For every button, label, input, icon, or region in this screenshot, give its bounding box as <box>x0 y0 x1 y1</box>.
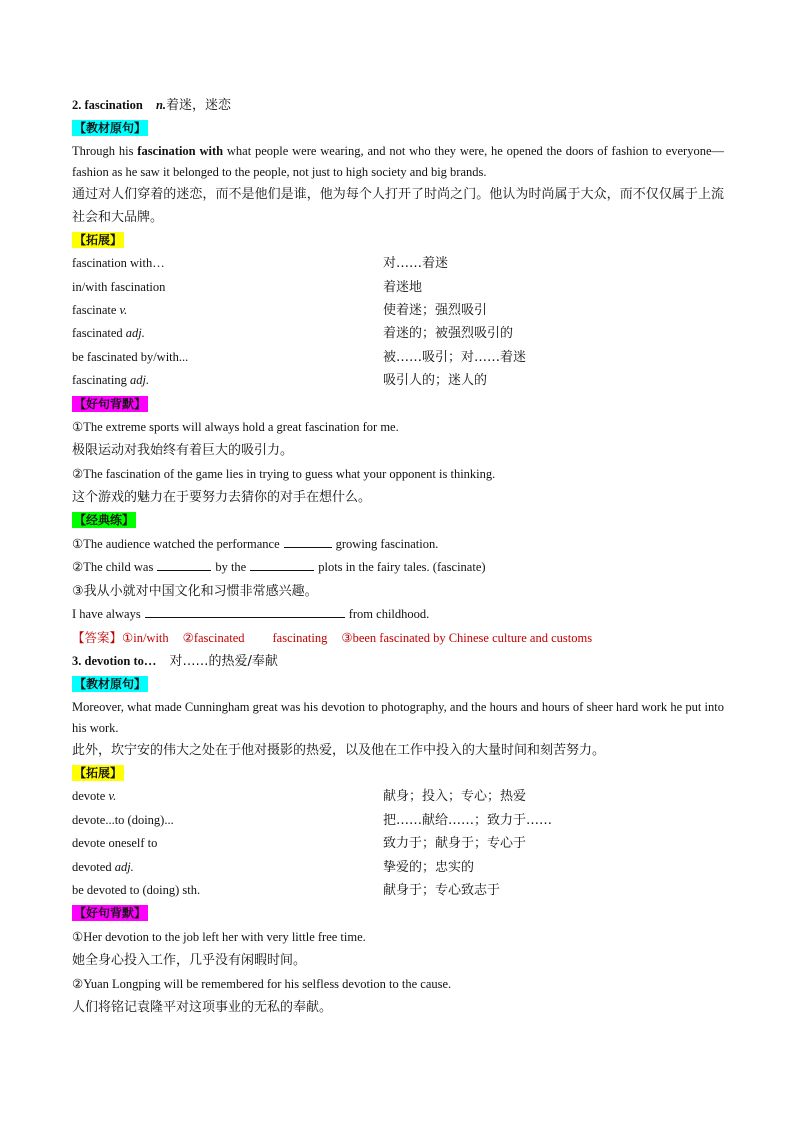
expand-row <box>72 299 724 322</box>
expand-term: devote...to (doing)... <box>72 812 174 827</box>
headword: fascination <box>84 98 143 112</box>
expand-term: devote v. <box>72 789 117 804</box>
expand-row <box>72 832 724 855</box>
expand-row <box>72 369 724 392</box>
tag-practice: 【经典练】 <box>74 513 135 528</box>
good-sentence-1-zh: 极限运动对我始终有着巨大的吸引力。 <box>72 443 294 459</box>
answer-blank[interactable] <box>157 556 211 571</box>
practice-3-zh: ③我从小就对中国文化和习惯非常感兴趣。 <box>72 583 318 599</box>
expand-row <box>72 879 724 902</box>
good-sentence-1-en: ①Her devotion to the job left her with very little free time. <box>72 929 366 944</box>
expand-row <box>72 346 724 369</box>
answer-blank[interactable] <box>145 603 345 618</box>
expand-meaning: 挚爱的；忠实的 <box>383 859 475 875</box>
tag-expand: 【拓展】 <box>74 765 123 780</box>
section-heading-devotion: 3. devotion to… 对……的热爱/奉献 <box>72 653 278 669</box>
tag-expand: 【拓展】 <box>74 232 123 247</box>
expand-meaning: 献身于；专心致志于 <box>383 882 501 898</box>
expand-meaning: 吸引人的；迷人的 <box>383 373 488 389</box>
expand-row <box>72 785 724 808</box>
good-sentence-2-en: ②The fascination of the game lies in trying to guess what your opponent is thinking. <box>72 466 496 481</box>
good-sentence-1-en: ①The extreme sports will always hold a great fascination for me. <box>72 419 399 434</box>
document-page <box>72 94 724 1019</box>
expand-meaning: 对……着迷 <box>383 256 449 272</box>
part-of-speech: n. <box>155 98 167 112</box>
section-heading-fascination <box>72 94 724 117</box>
original-sentence-zh: 通过对人们穿着的迷恋，而不是他们是谁，他为每个人打开了时尚之门。他认为时尚属于大众，而不仅仅属于上流社会和大品牌。 <box>72 186 724 225</box>
expand-term: fascinate v. <box>72 302 128 317</box>
headword: devotion to… <box>84 653 157 668</box>
expand-row <box>72 809 724 832</box>
expand-term: fascination with… <box>72 256 165 271</box>
expand-list <box>72 252 724 392</box>
expand-list <box>72 785 724 902</box>
good-sentence-2-zh: 人们将铭记袁隆平对这项事业的无私的奉献。 <box>72 999 333 1015</box>
tag-good-sentences: 【好句背默】 <box>74 396 147 411</box>
original-sentence-en: Through his fascination with what people were wearing, and not who they were, he opened the doors of fashion to everyone—fashion as he saw it belonged to the people, not just to high society and big brands. <box>72 143 724 179</box>
expand-row <box>72 276 724 299</box>
expand-meaning: 使着迷；强烈吸引 <box>383 302 488 318</box>
expand-meaning: 被……吸引；对……着迷 <box>383 349 527 365</box>
good-sentence-2-zh: 这个游戏的魅力在于要努力去猜你的对手在想什么。 <box>72 490 372 506</box>
answer-blank[interactable] <box>250 556 314 571</box>
expand-row <box>72 252 724 275</box>
expand-term: devote oneself to <box>72 836 158 851</box>
expand-term: in/with fascination <box>72 279 166 294</box>
expand-term: be fascinated by/with... <box>72 349 189 364</box>
good-sentence-1-zh: 她全身心投入工作，几乎没有闲暇时间。 <box>72 953 307 969</box>
expand-meaning: 着迷的；被强烈吸引的 <box>383 326 514 342</box>
section-number: 2. <box>72 98 82 112</box>
original-sentence-en: Moreover, what made Cunningham great was his devotion to photography, and the hours and hours of sheer hard work he put into his work. <box>72 699 724 735</box>
expand-meaning: 致力于；献身于；专心于 <box>383 836 527 852</box>
expand-row <box>72 856 724 879</box>
answer-blank[interactable] <box>284 533 332 548</box>
expand-term: fascinated adj. <box>72 326 145 341</box>
headword-meaning: 对……的热爱/奉献 <box>169 653 278 669</box>
headword-meaning: 着迷，迷恋 <box>166 98 232 113</box>
tag-original-sentence: 【教材原句】 <box>74 677 147 692</box>
expand-row <box>72 322 724 345</box>
tag-good-sentences: 【好句背默】 <box>74 906 147 921</box>
good-sentence-2-en: ②Yuan Longping will be remembered for his selfless devotion to the cause. <box>72 976 452 991</box>
original-sentence-zh: 此外，坎宁安的伟大之处在于他对摄影的热爱，以及他在工作中投入的大量时间和刻苦努力。 <box>72 742 606 758</box>
expand-meaning: 着迷地 <box>383 279 423 295</box>
answer-key: 【答案】①in/with ②fascinated fascinating ③been fascinated by Chinese culture and customs <box>72 630 593 646</box>
expand-term: fascinating adj. <box>72 373 150 388</box>
expand-term: devoted adj. <box>72 859 134 874</box>
tag-original-sentence: 【教材原句】 <box>74 121 147 136</box>
practice-3-en: I have always from childhood. <box>72 603 724 626</box>
expand-meaning: 献身；投入；专心；热爱 <box>383 789 527 805</box>
practice-2: ②The child was by the plots in the fairy tales. (fascinate) <box>72 556 724 579</box>
practice-1: ①The audience watched the performance growing fascination. <box>72 533 724 556</box>
expand-term: be devoted to (doing) sth. <box>72 882 201 897</box>
expand-meaning: 把……献给……；致力于…… <box>383 812 553 828</box>
